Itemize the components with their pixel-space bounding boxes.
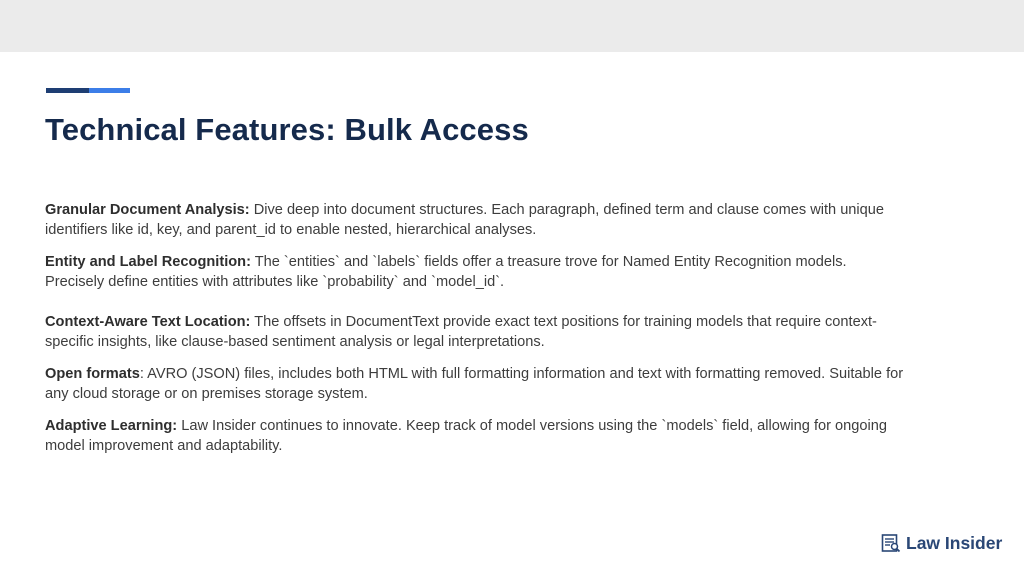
feature-text: The `entities` and `labels` fields offer a treasure trove for Named Entity Recognition models. Precisely define entities with attributes like `probability` and `model_id`. [45, 254, 847, 290]
feature-paragraph [45, 416, 905, 456]
feature-heading: Open formats [45, 366, 140, 382]
feature-paragraph [45, 252, 905, 292]
slide-title: Technical Features: Bulk Access [45, 112, 529, 147]
top-band [0, 0, 1024, 52]
law-insider-logo-icon [881, 533, 901, 553]
feature-text: : AVRO (JSON) files, includes both HTML with full formatting information and text with formatting removed. Suitable for any cloud storage or on premises storage system. [45, 366, 904, 402]
brand-logo [881, 532, 1002, 554]
feature-heading: Entity and Label Recognition: [45, 254, 251, 270]
feature-paragraph [45, 312, 905, 352]
brand-name: Law Insider [906, 532, 1003, 553]
feature-heading: Adaptive Learning: [45, 418, 178, 434]
feature-text: The offsets in DocumentText provide exact text positions for training models that require context-specific insights, like clause-based sentiment analysis or legal interpretations. [45, 314, 877, 350]
feature-heading: Context-Aware Text Location: [45, 314, 251, 330]
feature-paragraph [45, 364, 905, 404]
accent-bar-light [89, 88, 130, 93]
feature-paragraph [45, 200, 905, 240]
feature-text: Law Insider continues to innovate. Keep track of model versions using the `models` field, allowing for ongoing model improvement and adaptability. [45, 418, 887, 454]
feature-heading: Granular Document Analysis: [45, 202, 250, 218]
title-accent-bar [46, 88, 130, 93]
feature-text: Dive deep into document structures. Each paragraph, defined term and clause comes with unique identifiers like id, key, and parent_id to enable nested, hierarchical analyses. [45, 202, 885, 238]
accent-bar-dark [46, 88, 89, 93]
